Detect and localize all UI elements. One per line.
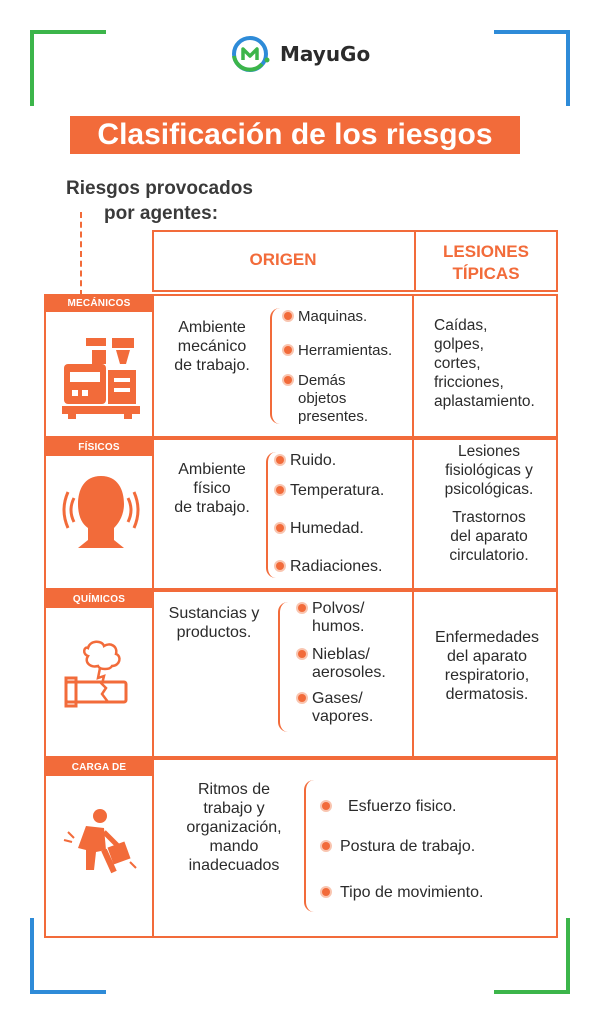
brand-logo bbox=[230, 34, 370, 74]
brand-name: MayuGo bbox=[280, 42, 371, 66]
head-noise-icon bbox=[60, 468, 142, 558]
list-item: Maquinas. bbox=[284, 308, 367, 326]
corner-decoration-top-right bbox=[494, 30, 570, 106]
header-lesiones-line-2: TÍPICAS bbox=[452, 264, 520, 283]
brace-divider bbox=[266, 452, 276, 578]
list-item: Tipo de movimiento. bbox=[322, 884, 483, 902]
row-description: Ritmos de trabajo y organización, mando inadecuados bbox=[186, 781, 282, 874]
header-lesiones-line-1: LESIONES bbox=[443, 242, 529, 261]
list-item: Esfuerzo fisico. bbox=[322, 798, 456, 816]
machinery-icon bbox=[60, 334, 142, 420]
list-item: Temperatura. bbox=[276, 482, 384, 500]
list-item: Ruido. bbox=[276, 452, 336, 470]
worker-lifting-icon bbox=[60, 806, 142, 886]
brace-divider bbox=[278, 602, 288, 732]
row-description: Ambiente físico de trabajo. bbox=[174, 461, 250, 516]
row-tag: QUÍMICOS bbox=[46, 592, 152, 608]
row-description: Sustancias y productos. bbox=[168, 605, 260, 641]
subtitle-line-2: por agentes: bbox=[104, 203, 219, 224]
list-item: Humedad. bbox=[276, 520, 364, 538]
list-item: Polvos/ humos. bbox=[298, 600, 364, 636]
subtitle bbox=[66, 176, 253, 226]
brace-divider bbox=[304, 780, 314, 912]
list-item: Nieblas/ aerosoles. bbox=[298, 646, 386, 682]
list-item: Postura de trabajo. bbox=[322, 838, 475, 856]
page-title: Clasificación de los riesgos bbox=[70, 116, 520, 154]
row-tag: MECÁNICOS bbox=[46, 296, 152, 312]
header-lesiones bbox=[416, 241, 556, 285]
list-item: Herramientas. bbox=[284, 342, 392, 360]
row-fisicos bbox=[44, 438, 558, 590]
chemical-pipe-icon bbox=[60, 638, 142, 708]
row-description: Ambiente mecánico de trabajo. bbox=[174, 319, 250, 374]
row-tag: FÍSICOS bbox=[46, 440, 152, 456]
row-quimicos bbox=[44, 590, 558, 758]
header-origen: ORIGEN bbox=[249, 250, 317, 269]
row-lesiones: Lesiones fisiológicas y psicológicas. Trastornos del aparato circulatorio. bbox=[444, 443, 534, 564]
subtitle-line-1: Riesgos provocados bbox=[66, 178, 253, 199]
row-carga-de-trabajo bbox=[44, 758, 558, 938]
list-item: Gases/ vapores. bbox=[298, 690, 373, 726]
row-lesiones: Enfermedades del aparato respiratorio, dermatosis. bbox=[434, 629, 540, 703]
list-item: Demás objetos presentes. bbox=[284, 372, 368, 426]
row-lesiones: Caídas, golpes, cortes, fricciones, aplastamiento. bbox=[434, 317, 535, 410]
row-mecanicos bbox=[44, 294, 558, 438]
dashed-connector bbox=[80, 212, 82, 296]
corner-decoration-top-left bbox=[30, 30, 106, 106]
list-item: Radiaciones. bbox=[276, 558, 383, 576]
row-tag: CARGA DE TRABAJO bbox=[46, 760, 152, 776]
mayugo-logo-icon bbox=[230, 34, 274, 74]
brace-divider bbox=[270, 308, 280, 424]
